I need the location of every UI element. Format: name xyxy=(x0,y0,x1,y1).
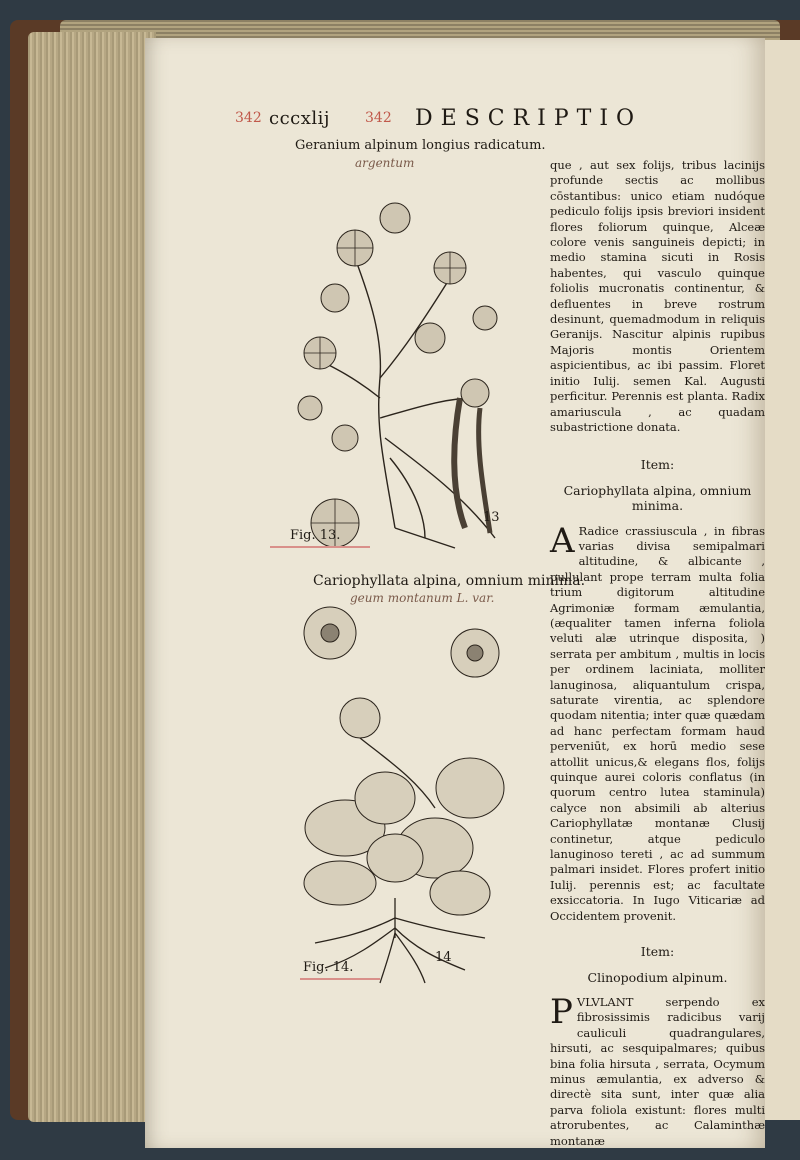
figure-13-label: Fig. 13. xyxy=(290,528,341,543)
figure-14-annotation: geum montanum L. var. xyxy=(350,591,495,605)
drop-cap: A xyxy=(550,520,575,561)
folio-annotation: 342 xyxy=(235,110,262,126)
running-head: DESCRIPTIO xyxy=(415,106,643,131)
figure-14-label: Fig. 14. xyxy=(303,960,354,975)
paragraph-geranium: que , aut sex folijs, tribus lacinijs profunde sectis ac mollibus cōstantibus: unico etiam nudóque pediculo folijs ipsis breviori insident flores foliorum quinque, Alceæ colore venis sanguineis depicti; in medio stamina sicuti in Rosis habentes, qui vasculo quinque foliolis mucronatis continentur, & defluentes in breve rostrum desinunt, quemadmodum in reliquis Geranijs. Nascitur alpinis rupibus Majoris montis Orientem aspicientibus, ac ibi passim. Floret initio Iulij. semen Kal. Augusti perficitur. Perennis est planta. Radix amariuscula , ac quadam subastrictione donata. xyxy=(550,158,765,434)
figure-13-plate-number: 13 xyxy=(483,510,500,525)
book-page-edges xyxy=(28,32,156,1122)
figure-14-plate-number: 14 xyxy=(435,950,452,965)
drop-cap: P xyxy=(550,991,573,1032)
section-title-clinopodium: Clinopodium alpinum. xyxy=(587,969,728,985)
section-title-caryophyllata: Cariophyllata alpina, omnium minima. xyxy=(563,482,752,514)
red-underline xyxy=(270,546,370,548)
red-underline xyxy=(300,978,380,980)
item-heading: Item: xyxy=(640,457,675,473)
figure-13-annotation: argentum xyxy=(355,156,415,170)
geranium-illustration xyxy=(275,168,535,558)
book-page xyxy=(145,38,765,1148)
item-heading: Item: xyxy=(640,944,675,960)
folio-number: cccxlij xyxy=(269,108,330,129)
caryophyllata-illustration xyxy=(285,598,535,988)
page-header xyxy=(235,106,655,136)
figure-14-caption: Cariophyllata alpina, omnium minima. xyxy=(313,573,586,589)
folio-annotation-old: 342 xyxy=(365,110,392,126)
paragraph-clinopodium: P VLVLANT serpendo ex fibrosissimis radicibus varij cauliculi quadrangulares, hirsuti, ac sesquipalmares; quibus bina folia hirsuta , serrata, Ocymum minus æmulantia, ex adverso & directè sita sunt, inter quæ alia parva foliola existunt: flores multi atrorubentes, ac Calaminthæ montanæ xyxy=(550,991,765,1148)
paragraph-caryophyllata: A Radice crassiuscula , in fibras varias divisa semipalmari altitudine, & albicante , pullulant prope terram multa folia trium digitorum altitudine Agrimoniæ formam æmulantia, (æqualiter tamen inferna foliola veluti alæ utrinque disposita, ) serrata per ambitum , multis in locis per ordinem laciniata, molliter lanuginosa, aliquantulum crispa, saturate virentia, ac splendore quodam nitentia; inter quæ quædam ad hanc perfectam formam haud perveniūt, ex horū medio sese attollit unicus,& elegans flos, folijs quinque aurei coloris conflatus (in quorum centro lutea staminula) calyce non absimili ab alterius Cariophyllatæ montanæ Clusij continetur, atque pediculo lanuginoso tereti , ac ad summum palmari insidet. Flores profert initio Iulij. perennis est; ac facultate exsiccatoria. In Iugo Viticariæ ad Occidentem provenit. xyxy=(550,520,765,923)
facing-page-edge xyxy=(765,40,800,1120)
text-column xyxy=(550,158,765,1149)
figure-13-caption: Geranium alpinum longius radicatum. xyxy=(295,138,546,153)
